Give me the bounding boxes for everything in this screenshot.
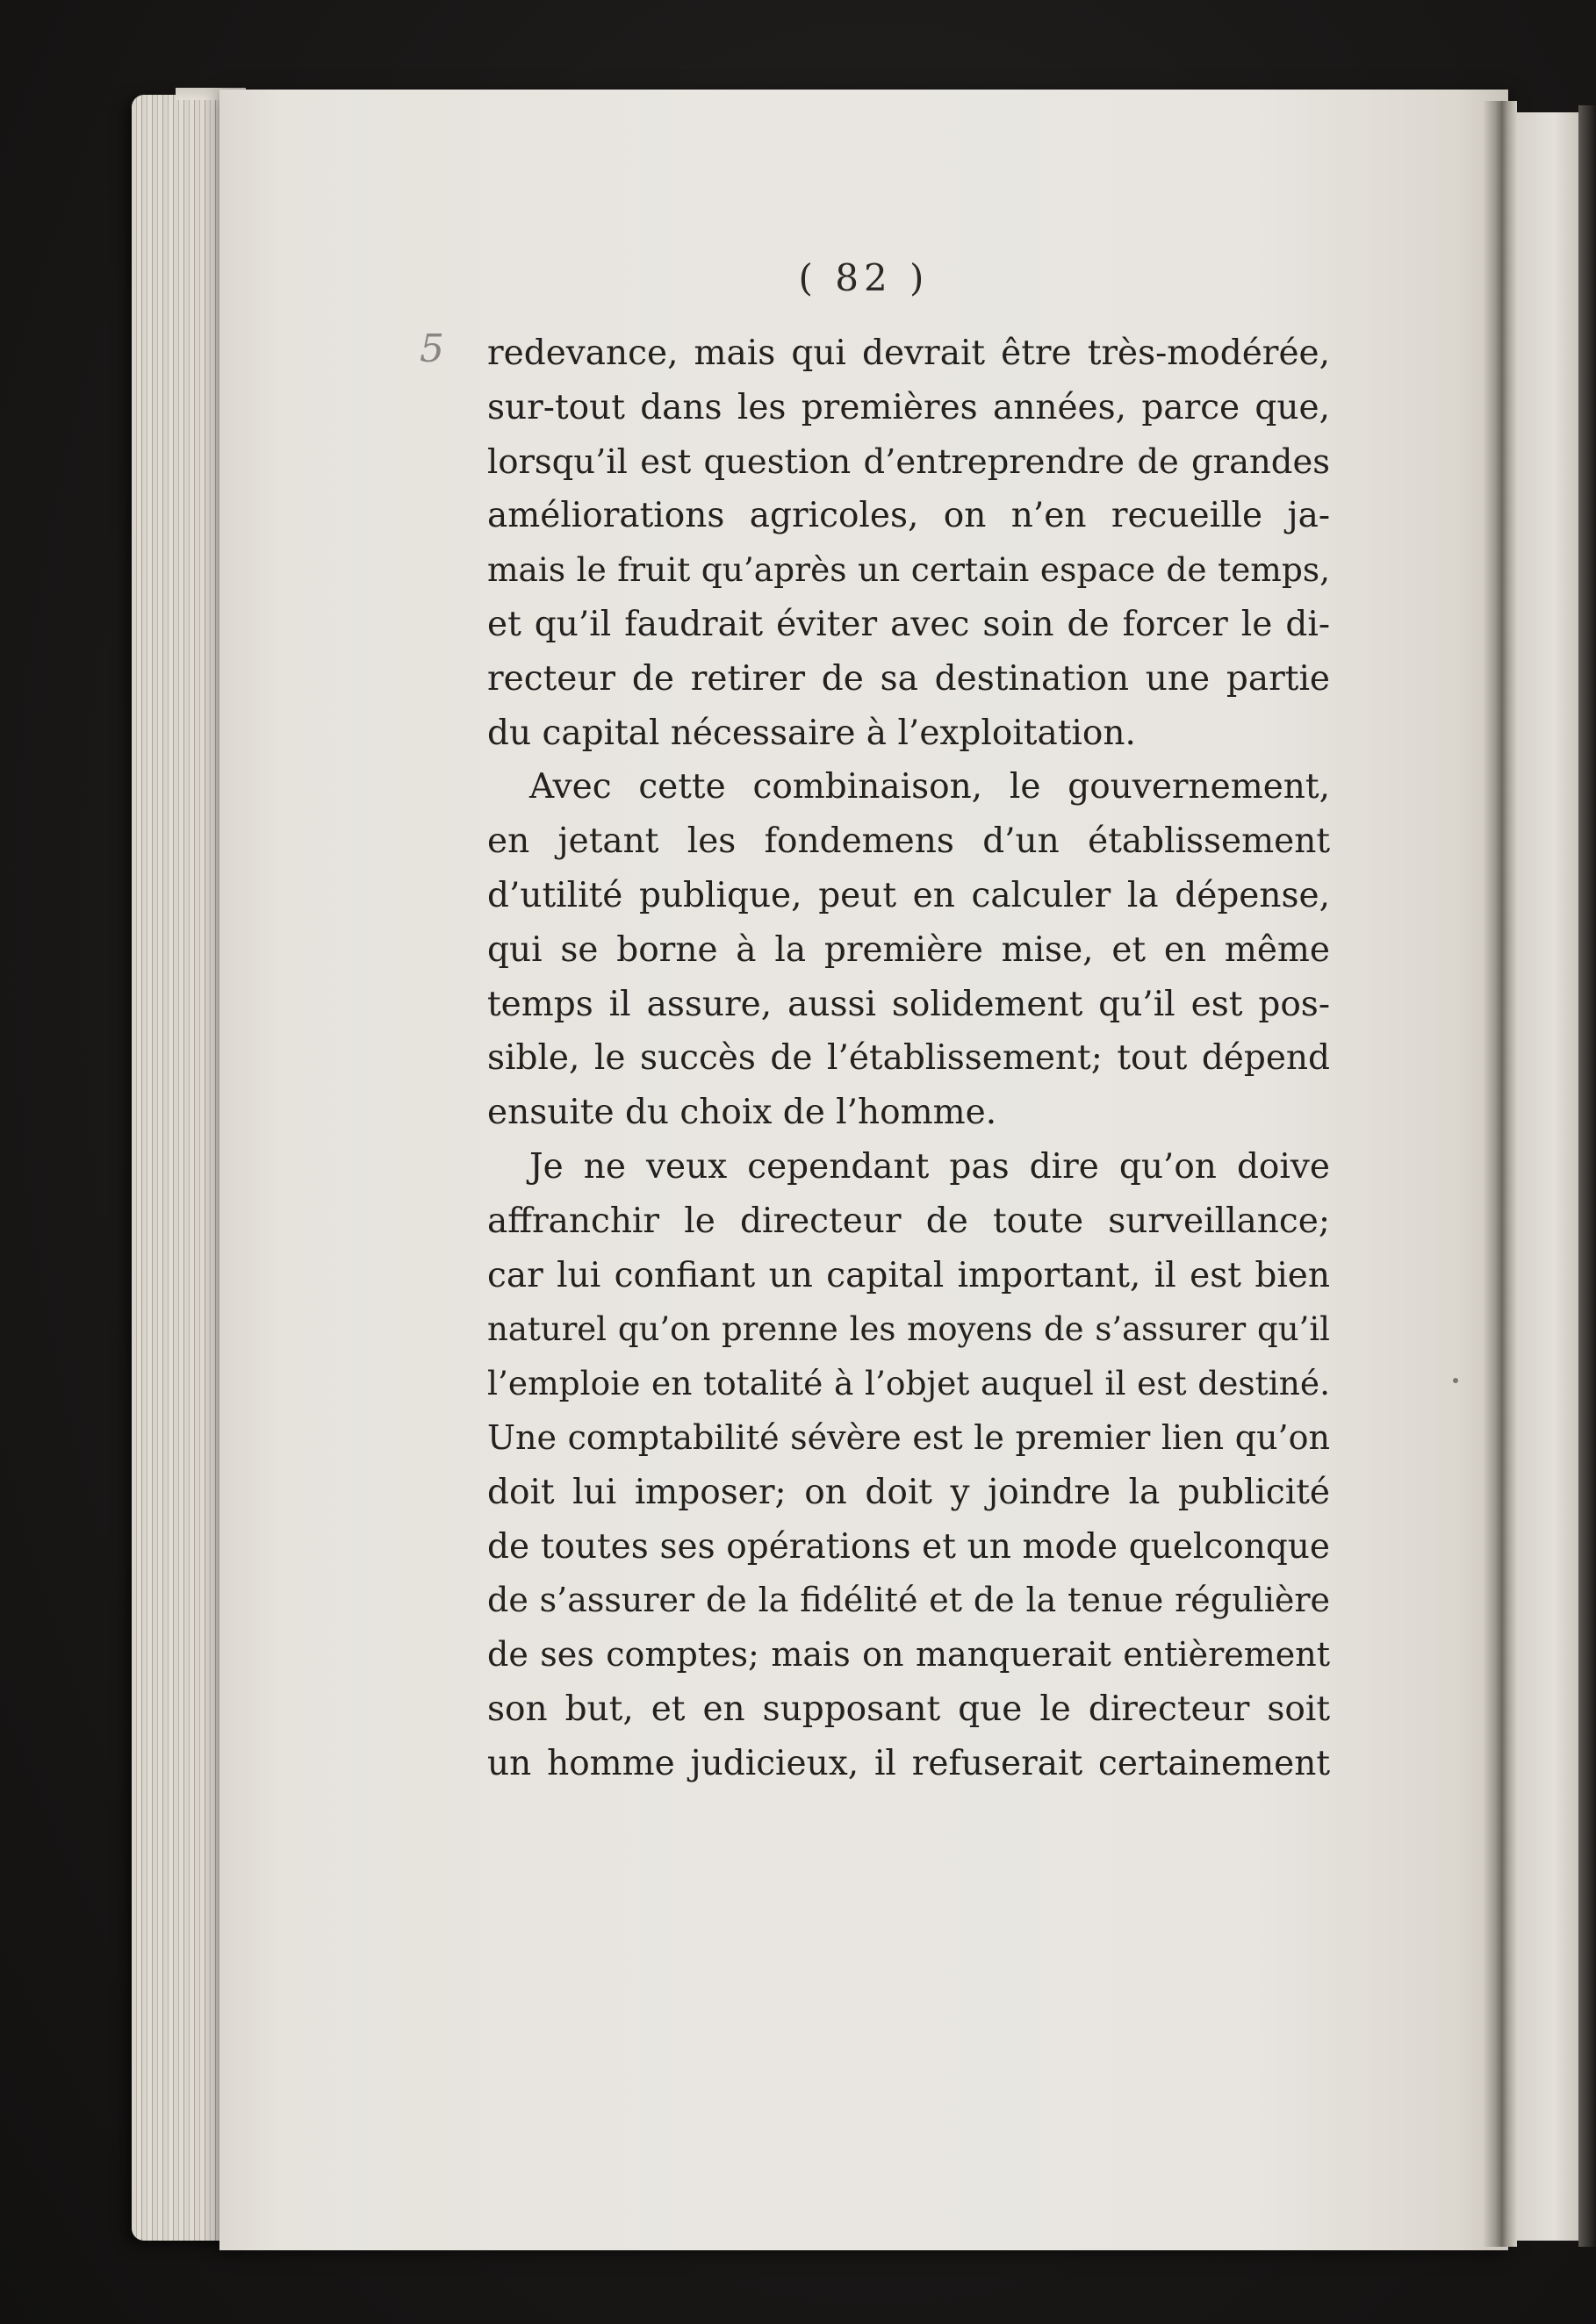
text-line: en jetant les fondemens d’un établissement xyxy=(487,821,1330,862)
facing-page-edge xyxy=(1517,112,1578,2241)
text-line: de ses comptes; mais on manquerait entièrement xyxy=(487,1635,1330,1675)
text-line: du capital nécessaire à l’exploitation. xyxy=(487,713,1136,753)
text-line: un homme judicieux, il refuserait certainement xyxy=(487,1743,1330,1783)
text-line: lorsqu’il est question d’entreprendre de grandes xyxy=(487,441,1330,482)
text-line: l’emploie en totalité à l’objet auquel il est destiné. xyxy=(487,1364,1330,1403)
text-line: mais le fruit qu’après un certain espace de temps, xyxy=(487,550,1330,590)
text-line: temps il assure, aussi solidement qu’il est pos- xyxy=(487,984,1330,1024)
page-number-header: ( 82 ) xyxy=(798,256,930,299)
margin-annotation: 5 xyxy=(420,326,444,371)
text-line: ensuite du choix de l’homme. xyxy=(487,1093,997,1133)
book-spine-gutter xyxy=(1484,101,1517,2247)
text-line: Je ne veux cependant pas dire qu’on doive xyxy=(529,1146,1330,1187)
text-line: sible, le succès de l’établissement; tout dépend xyxy=(487,1038,1330,1079)
text-line: car lui confiant un capital important, il est bien xyxy=(487,1255,1330,1295)
text-line: Une comptabilité sévère est le premier lien qu’on xyxy=(487,1417,1330,1457)
text-line: affranchir le directeur de toute surveillance; xyxy=(487,1201,1330,1241)
text-line: sur-tout dans les premières années, parce que, xyxy=(487,387,1330,427)
body-text xyxy=(487,326,1330,1791)
text-line: d’utilité publique, peut en calculer la dépense, xyxy=(487,875,1330,915)
text-line: redevance, mais qui devrait être très-modérée, xyxy=(487,334,1330,373)
text-line: son but, et en supposant que le directeur soit xyxy=(487,1689,1330,1729)
text-line: et qu’il faudrait éviter avec soin de forcer le di- xyxy=(487,604,1330,644)
text-line: améliorations agricoles, on n’en recueille ja- xyxy=(487,496,1330,536)
text-line: doit lui imposer; on doit y joindre la publicité xyxy=(487,1472,1330,1512)
paper-speck xyxy=(1453,1378,1458,1383)
text-line: de s’assurer de la fidélité et de la tenue régulière xyxy=(487,1581,1330,1620)
text-line: Avec cette combinaison, le gouvernement, xyxy=(529,767,1330,807)
text-line: naturel qu’on prenne les moyens de s’assurer qu’il xyxy=(487,1310,1330,1349)
facing-page-shadow xyxy=(1578,105,1596,2247)
text-line: recteur de retirer de sa destination une partie xyxy=(487,658,1330,699)
text-line: de toutes ses opérations et un mode quelconque xyxy=(487,1526,1330,1567)
text-line: qui se borne à la première mise, et en même xyxy=(487,929,1330,970)
